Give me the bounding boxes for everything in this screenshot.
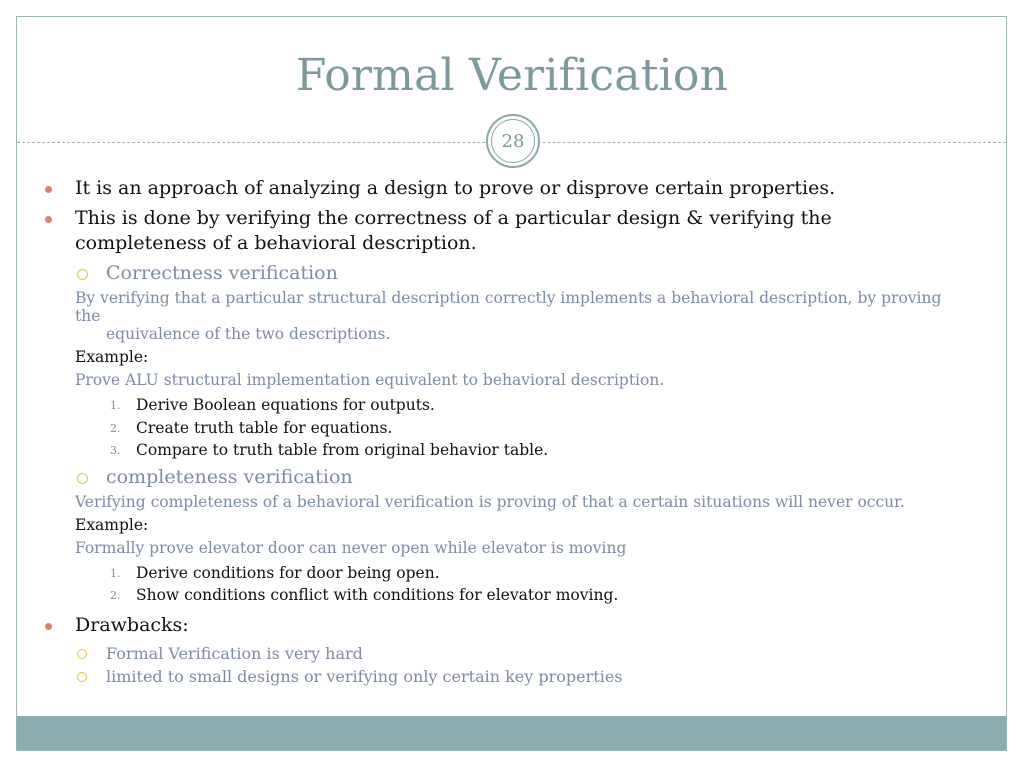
correctness-description — [40, 289, 960, 343]
bullet-item-drawbacks — [40, 613, 960, 638]
bullet-dot-icon — [45, 623, 52, 630]
drawback-text: limited to small designs or verifying only certain key properties — [106, 666, 623, 686]
step-text: Show conditions conflict with conditions for elevator moving. — [136, 586, 619, 604]
step-text: Derive Boolean equations for outputs. — [136, 396, 435, 414]
bullet-dot-icon — [45, 186, 52, 193]
numbered-step — [40, 394, 960, 417]
step-number: 2. — [110, 589, 121, 602]
step-text: Compare to truth table from original behavior table. — [136, 441, 549, 459]
slide-title: Formal Verification — [295, 50, 729, 101]
bullet-text: This is done by verifying the correctness of a particular design & verifying the — [75, 207, 832, 229]
ring-bullet-icon — [77, 672, 87, 682]
bullet-dot-icon — [45, 216, 52, 223]
step-number: 3. — [110, 444, 121, 457]
sub-bullet-correctness — [40, 261, 960, 285]
bullet-item — [40, 206, 960, 256]
ring-bullet-icon — [77, 473, 88, 484]
example-label: Example: — [75, 515, 149, 534]
description-line: equivalence of the two descriptions. — [106, 325, 391, 343]
sub-heading: completeness verification — [106, 465, 353, 488]
page-number: 28 — [491, 119, 535, 163]
bullet-text: Drawbacks: — [75, 613, 189, 636]
numbered-step — [40, 562, 960, 585]
bullet-text: completeness of a behavioral description. — [75, 232, 477, 254]
page-number-badge — [486, 114, 540, 168]
numbered-step — [40, 417, 960, 440]
description-line: By verifying that a particular structural description correctly implements a behavioral description, by proving the — [75, 289, 942, 325]
bullet-item — [40, 176, 960, 201]
numbered-step — [40, 439, 960, 462]
drawback-item — [40, 643, 960, 665]
ring-bullet-icon — [77, 649, 87, 659]
example-label: Example: — [75, 348, 149, 366]
sub-heading: Correctness verification — [106, 262, 338, 284]
bullet-text: It is an approach of analyzing a design to prove or disprove certain properties. — [75, 177, 836, 199]
footer-bar — [17, 716, 1006, 750]
drawback-text: Formal Verification is very hard — [106, 643, 363, 663]
step-number: 2. — [110, 421, 121, 435]
step-text: Derive conditions for door being open. — [136, 563, 440, 582]
numbered-step — [40, 584, 960, 607]
example-text: Formally prove elevator door can never open while elevator is moving — [75, 538, 627, 557]
drawback-item — [40, 666, 960, 688]
completeness-description: Verifying completeness of a behavioral verification is proving of that a certain situations will never occur. — [75, 492, 905, 511]
slide-content — [40, 176, 960, 689]
step-number: 1. — [110, 566, 121, 580]
example-text: Prove ALU structural implementation equivalent to behavioral description. — [75, 371, 665, 389]
step-text: Create truth table for equations. — [136, 418, 393, 437]
sub-bullet-completeness — [40, 465, 960, 489]
step-number: 1. — [110, 399, 121, 412]
ring-bullet-icon — [77, 269, 88, 280]
